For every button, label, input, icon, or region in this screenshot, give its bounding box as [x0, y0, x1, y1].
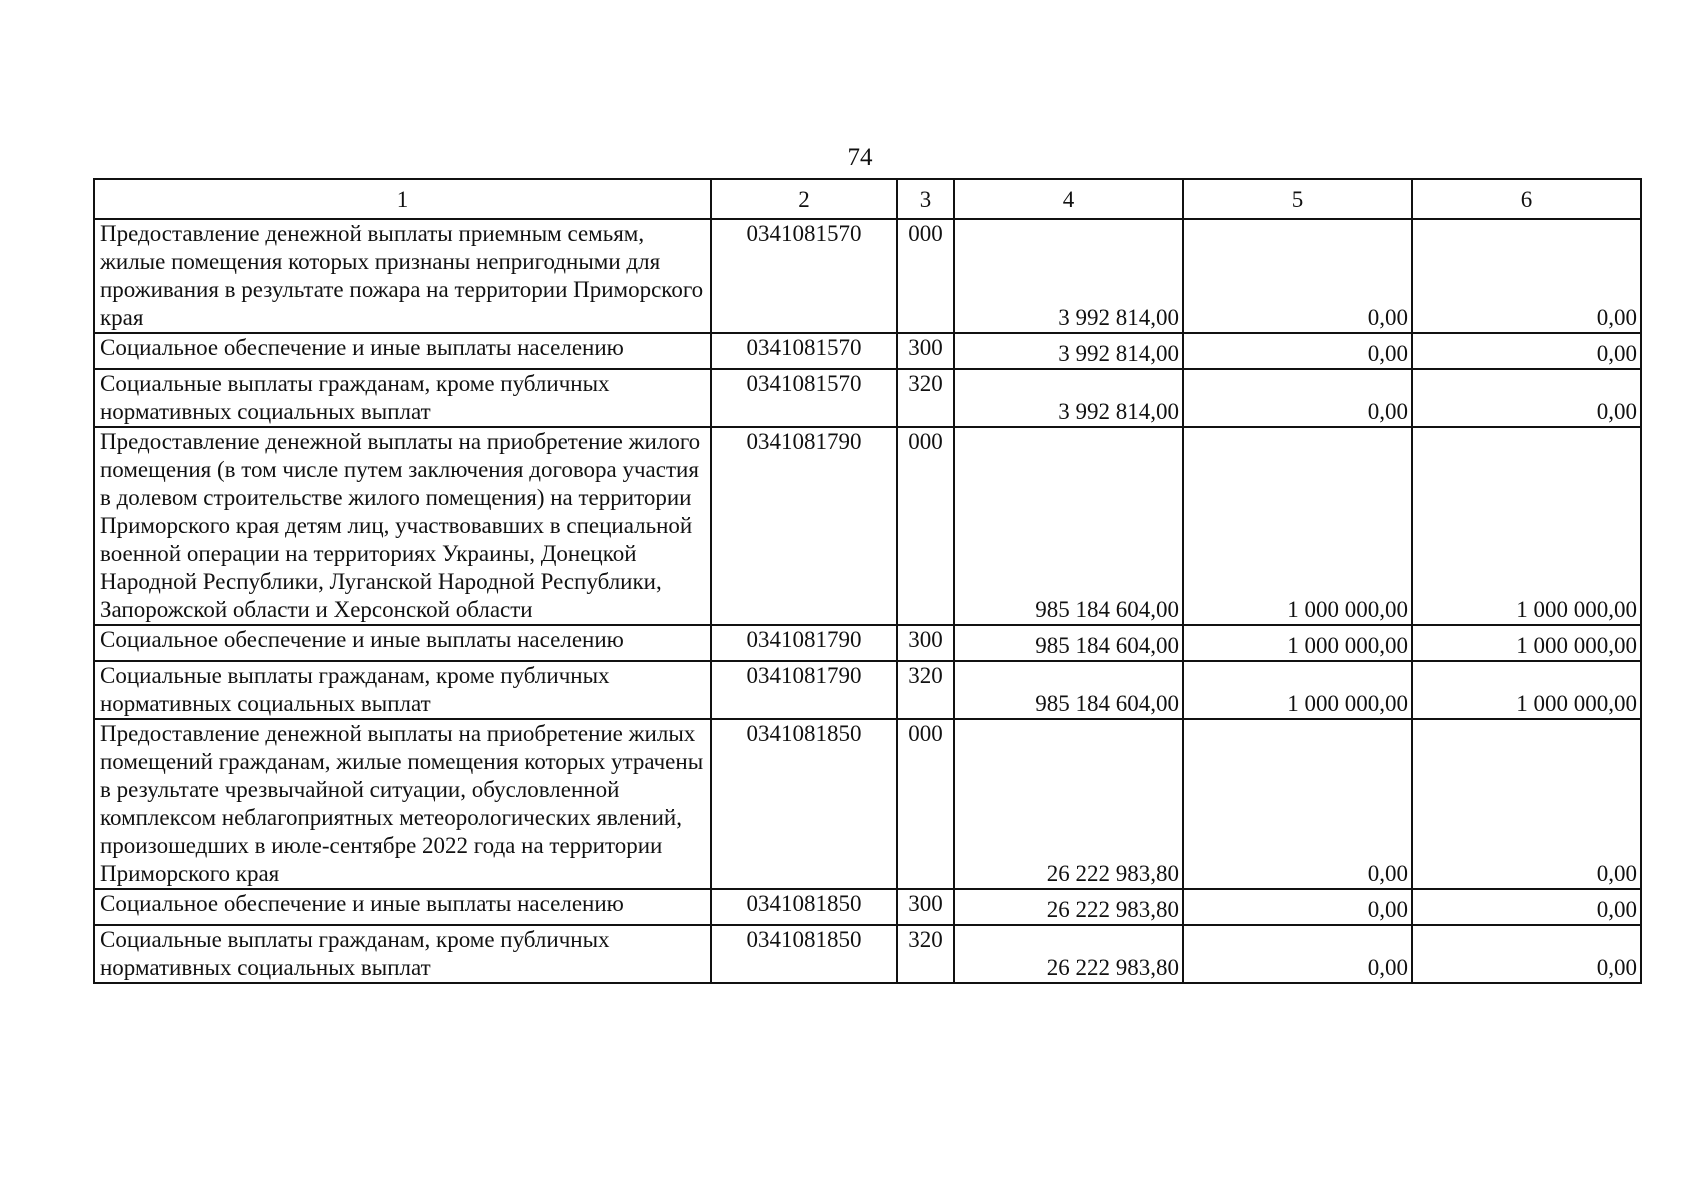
item-name: Социальное обеспечение и иные выплаты населению: [94, 625, 711, 661]
expense-type: 320: [897, 925, 954, 983]
amount-col-6: 1 000 000,00: [1412, 625, 1641, 661]
amount-col-4: 3 992 814,00: [954, 333, 1183, 369]
table-row: [94, 625, 1641, 661]
amount-col-4: 3 992 814,00: [954, 219, 1183, 333]
target-code: 0341081850: [711, 719, 897, 889]
expense-type: 000: [897, 719, 954, 889]
table-row: [94, 333, 1641, 369]
expense-type: 300: [897, 333, 954, 369]
expense-type: 300: [897, 889, 954, 925]
target-code: 0341081570: [711, 219, 897, 333]
item-name: Социальные выплаты гражданам, кроме публичных нормативных социальных выплат: [94, 925, 711, 983]
item-name: Социальные выплаты гражданам, кроме публичных нормативных социальных выплат: [94, 369, 711, 427]
amount-col-5: 0,00: [1183, 219, 1412, 333]
table-row: [94, 661, 1641, 719]
amount-col-5: 1 000 000,00: [1183, 427, 1412, 625]
column-header: 3: [897, 179, 954, 219]
item-name: Предоставление денежной выплаты на приобретение жилого помещения (в том числе путем заключения договора участия в долевом строительстве жилого помещения) на территории Приморского края детям лиц, участвовавших в специальной военной операции на территориях Украины, Донецкой Народной Республики, Луганской Народной Республики, Запорожской области и Херсонской области: [94, 427, 711, 625]
target-code: 0341081790: [711, 661, 897, 719]
table-row: [94, 925, 1641, 983]
amount-col-4: 26 222 983,80: [954, 719, 1183, 889]
amount-col-4: 26 222 983,80: [954, 925, 1183, 983]
expense-type: 320: [897, 661, 954, 719]
table-row: [94, 219, 1641, 333]
column-header: 5: [1183, 179, 1412, 219]
target-code: 0341081570: [711, 333, 897, 369]
target-code: 0341081850: [711, 925, 897, 983]
table-row: [94, 369, 1641, 427]
amount-col-6: 0,00: [1412, 333, 1641, 369]
amount-col-5: 0,00: [1183, 925, 1412, 983]
amount-col-6: 0,00: [1412, 219, 1641, 333]
amount-col-5: 0,00: [1183, 369, 1412, 427]
item-name: Социальное обеспечение и иные выплаты населению: [94, 889, 711, 925]
column-header: 2: [711, 179, 897, 219]
item-name: Предоставление денежной выплаты приемным семьям, жилые помещения которых признаны непригодными для проживания в результате пожара на территории Приморского края: [94, 219, 711, 333]
amount-col-5: 1 000 000,00: [1183, 625, 1412, 661]
target-code: 0341081790: [711, 625, 897, 661]
amount-col-5: 0,00: [1183, 889, 1412, 925]
amount-col-6: 1 000 000,00: [1412, 661, 1641, 719]
expense-type: 300: [897, 625, 954, 661]
budget-table: [93, 178, 1642, 984]
amount-col-4: 3 992 814,00: [954, 369, 1183, 427]
table-row: [94, 427, 1641, 625]
column-header: 1: [94, 179, 711, 219]
table-header-row: [94, 179, 1641, 219]
amount-col-6: 0,00: [1412, 719, 1641, 889]
column-header: 4: [954, 179, 1183, 219]
amount-col-4: 985 184 604,00: [954, 625, 1183, 661]
amount-col-6: 0,00: [1412, 889, 1641, 925]
column-header: 6: [1412, 179, 1641, 219]
item-name: Социальное обеспечение и иные выплаты населению: [94, 333, 711, 369]
amount-col-4: 26 222 983,80: [954, 889, 1183, 925]
table-row: [94, 719, 1641, 889]
amount-col-4: 985 184 604,00: [954, 427, 1183, 625]
target-code: 0341081850: [711, 889, 897, 925]
expense-type: 000: [897, 219, 954, 333]
amount-col-5: 0,00: [1183, 719, 1412, 889]
item-name: Предоставление денежной выплаты на приобретение жилых помещений гражданам, жилые помещения которых утрачены в результате чрезвычайной ситуации, обусловленной комплексом неблагоприятных метеорологических явлений, произошедших в июле-сентябре 2022 года на территории Приморского края: [94, 719, 711, 889]
table-row: [94, 889, 1641, 925]
amount-col-6: 1 000 000,00: [1412, 427, 1641, 625]
amount-col-5: 0,00: [1183, 333, 1412, 369]
expense-type: 320: [897, 369, 954, 427]
amount-col-6: 0,00: [1412, 369, 1641, 427]
target-code: 0341081790: [711, 427, 897, 625]
expense-type: 000: [897, 427, 954, 625]
amount-col-5: 1 000 000,00: [1183, 661, 1412, 719]
amount-col-6: 0,00: [1412, 925, 1641, 983]
item-name: Социальные выплаты гражданам, кроме публичных нормативных социальных выплат: [94, 661, 711, 719]
page-number: 74: [847, 144, 873, 171]
amount-col-4: 985 184 604,00: [954, 661, 1183, 719]
target-code: 0341081570: [711, 369, 897, 427]
